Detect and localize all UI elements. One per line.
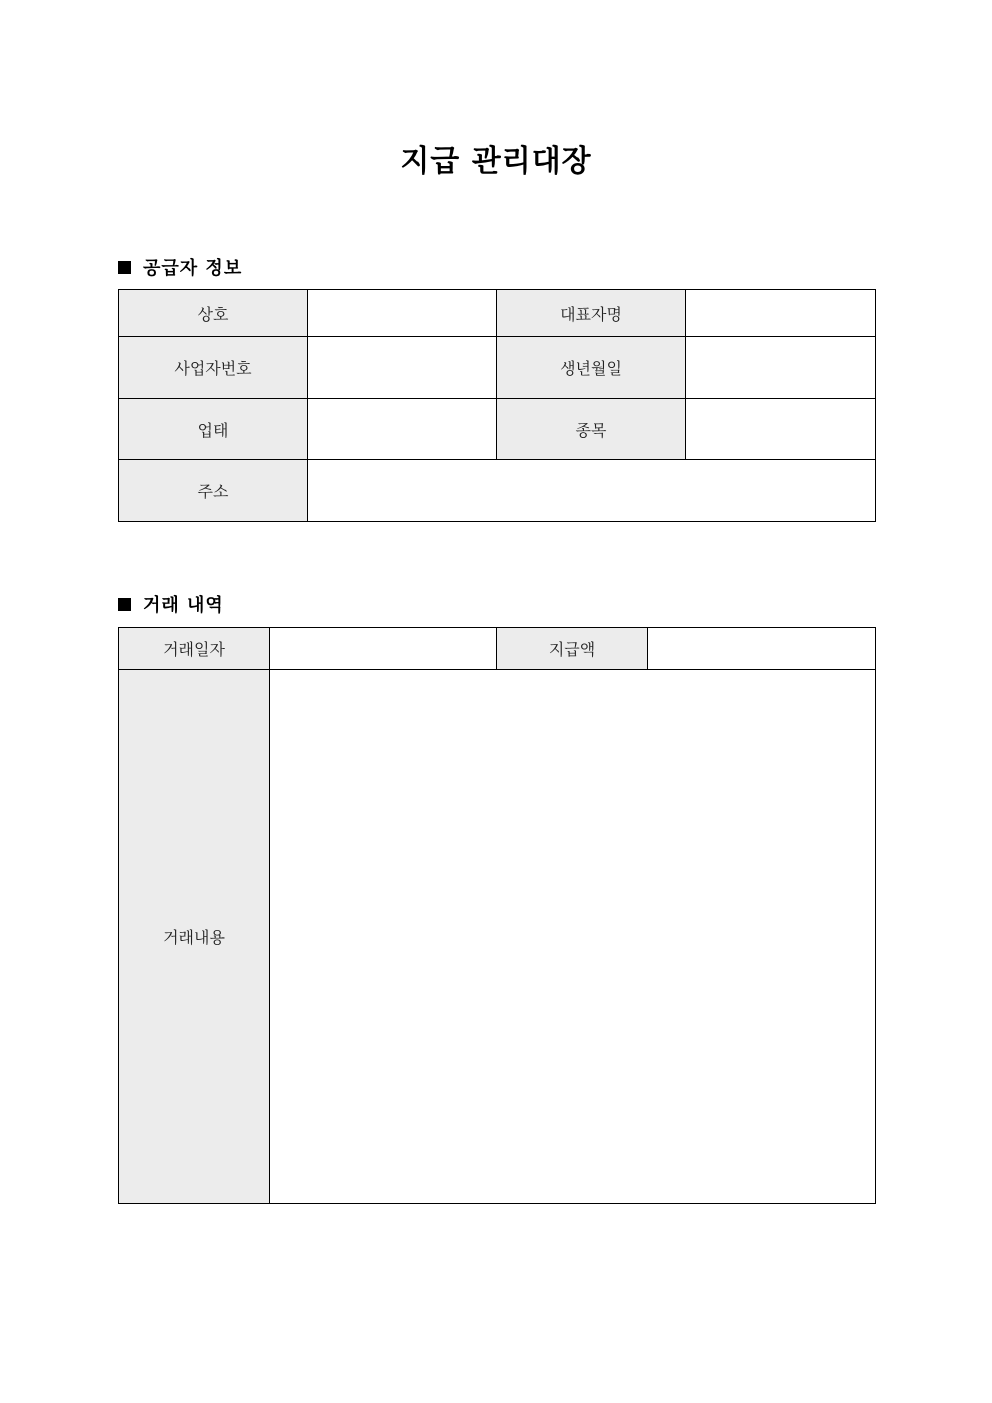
- business-type-field[interactable]: [308, 399, 497, 460]
- transaction-details-field[interactable]: [270, 670, 876, 1204]
- transaction-details-label: 거래내용: [119, 670, 270, 1204]
- business-number-label: 사업자번호: [119, 337, 308, 399]
- trade-name-field[interactable]: [308, 290, 497, 337]
- business-item-label: 종목: [497, 399, 686, 460]
- supplier-info-table: [118, 289, 876, 522]
- supplier-heading-text: 공급자 정보: [143, 258, 243, 279]
- transaction-table: [118, 627, 876, 1204]
- square-bullet-icon: [118, 261, 131, 274]
- business-number-field[interactable]: [308, 337, 497, 399]
- representative-label: 대표자명: [497, 290, 686, 337]
- payment-amount-field[interactable]: [648, 628, 876, 670]
- business-item-field[interactable]: [686, 399, 876, 460]
- birth-date-label: 생년월일: [497, 337, 686, 399]
- transaction-section-heading: [118, 591, 224, 617]
- transaction-date-label: 거래일자: [119, 628, 270, 670]
- trade-name-label: 상호: [119, 290, 308, 337]
- transaction-heading-text: 거래 내역: [143, 595, 224, 616]
- address-field[interactable]: [308, 460, 876, 522]
- square-bullet-icon: [118, 598, 131, 611]
- transaction-date-field[interactable]: [270, 628, 497, 670]
- page-title: 지급 관리대장: [400, 144, 592, 179]
- supplier-section-heading: [118, 254, 242, 280]
- representative-field[interactable]: [686, 290, 876, 337]
- birth-date-field[interactable]: [686, 337, 876, 399]
- business-type-label: 업태: [119, 399, 308, 460]
- payment-amount-label: 지급액: [497, 628, 648, 670]
- address-label: 주소: [119, 460, 308, 522]
